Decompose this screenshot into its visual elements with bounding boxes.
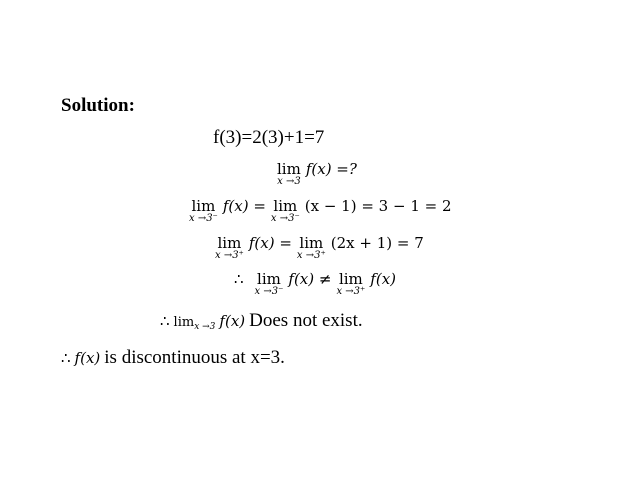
f-of-3-line: f(3)=2(3)+1=7 <box>213 127 325 148</box>
dne-expression: f(x) <box>219 312 246 330</box>
therefore-symbol: ∴ <box>160 312 170 330</box>
lim-subscript: x →3⁺ <box>296 250 326 261</box>
conclusion-expression: f(x) <box>74 349 101 367</box>
lim-word: lim <box>257 270 281 288</box>
lim-subscript: x →3 <box>277 176 301 187</box>
not-equal-operator-1 <box>255 271 284 297</box>
not-equal-expression-1: f(x) ≠ <box>288 270 332 288</box>
lim-word: lim <box>338 270 363 288</box>
left-limit-operator-1 <box>189 198 218 224</box>
lim-word: lim <box>273 197 298 215</box>
conclusion-text: is discontinuous at x=3. <box>104 347 285 368</box>
lim-word: lim <box>173 315 195 330</box>
right-limit-expression-2: (2x + 1) = 7 <box>330 234 424 252</box>
lim-word: lim <box>277 160 301 178</box>
conclusion-line <box>61 347 285 369</box>
limit-question-line <box>277 161 357 187</box>
solution-heading: Solution: <box>61 95 135 116</box>
does-not-exist-line <box>160 310 363 332</box>
lim-word: lim <box>299 234 324 252</box>
right-limit-operator-2 <box>297 235 326 261</box>
left-limit-expression-1: f(x) = <box>222 197 266 215</box>
right-limit-line <box>215 235 424 261</box>
lim-subscript: x →3⁺ <box>336 286 366 297</box>
lim-subscript: x →3⁻ <box>270 213 300 224</box>
lim-word: lim <box>191 197 216 215</box>
left-limit-expression-2: (x − 1) = 3 − 1 = 2 <box>304 197 452 215</box>
limit-operator <box>277 161 301 187</box>
therefore-symbol: ∴ <box>61 349 71 367</box>
lim-word: lim <box>217 234 242 252</box>
not-equal-line <box>234 271 396 297</box>
lim-subscript: x →3⁺ <box>215 250 244 261</box>
left-limit-operator-2 <box>271 198 300 224</box>
lim-subscript: x →3 <box>194 322 216 332</box>
limit-expression: f(x) =? <box>305 160 357 178</box>
therefore-symbol: ∴ <box>234 270 244 288</box>
not-equal-operator-2 <box>336 271 365 297</box>
lim-subscript: x →3⁻ <box>189 213 218 224</box>
lim-subscript: x →3⁻ <box>254 286 284 297</box>
right-limit-expression-1: f(x) = <box>248 234 292 252</box>
right-limit-operator-1 <box>215 235 244 261</box>
left-limit-line <box>189 198 452 224</box>
not-equal-expression-2: f(x) <box>370 270 397 288</box>
dne-text: Does not exist. <box>249 310 363 331</box>
